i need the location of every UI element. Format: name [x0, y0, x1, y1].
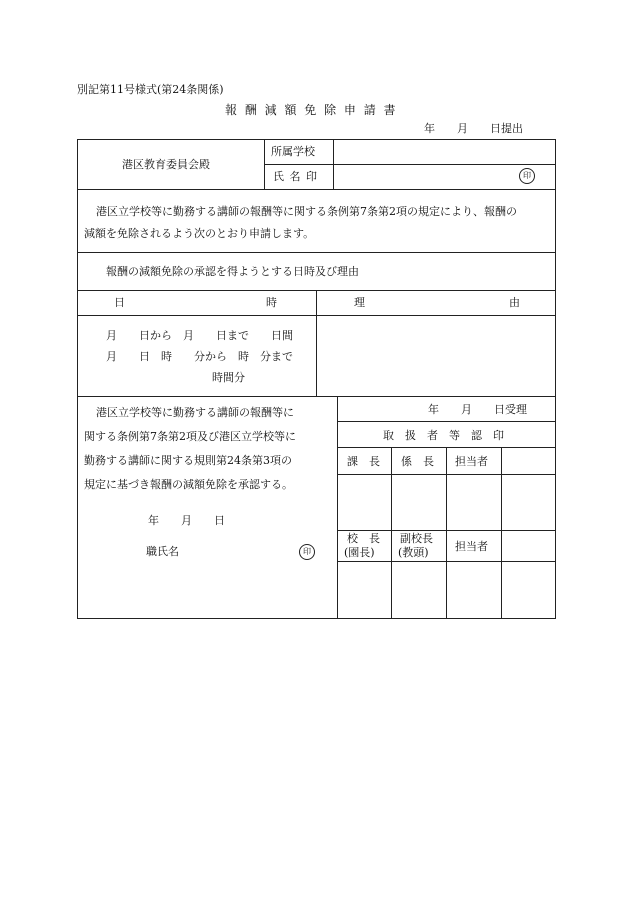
statement-line-1: 港区立学校等に勤務する講師の報酬等に関する条例第7条第2項の規定により、報酬の [96, 205, 517, 218]
receipt-divider [337, 421, 556, 422]
form-top-border [77, 139, 556, 140]
stamp-box-principal[interactable] [338, 562, 390, 617]
label-divider [333, 139, 334, 189]
datetime-line-1[interactable]: 月 日から 月 日まで 日間 [106, 329, 293, 342]
col-reason-label-2: 由 [509, 296, 520, 309]
approval-line-3: 勤務する講師に関する規則第24条第3項の [84, 454, 292, 467]
stamp-box-staff[interactable] [447, 475, 500, 529]
school-label: 所属学校 [271, 145, 315, 158]
official-name-label: 職氏名 [146, 545, 179, 558]
receipt-date[interactable]: 年 月 日受理 [428, 403, 527, 416]
role-principal: 校 長 [347, 532, 380, 545]
approval-line-1: 港区立学校等に勤務する講師の報酬等に [96, 406, 294, 419]
official-seal-icon: 印 [299, 544, 315, 560]
handling-heading: 取 扱 者 等 認 印 [383, 429, 504, 442]
addressee: 港区教育委員会殿 [122, 158, 210, 171]
seal-icon: 印 [519, 168, 535, 184]
form-number: 別記第11号様式(第24条関係) [77, 83, 224, 96]
stamp-box-section-chief[interactable] [338, 475, 390, 529]
datetime-bottom-border [77, 396, 556, 397]
stamp-box-vice-principal[interactable] [392, 562, 445, 617]
role-vice-principal: 副校長 [400, 532, 433, 545]
school-row-divider [264, 164, 556, 165]
role-chief: 係 長 [401, 455, 434, 468]
col-time-label: 時 [266, 296, 277, 309]
role-staff-2: 担当者 [455, 540, 488, 553]
datetime-reason-divider [316, 290, 317, 396]
section-heading: 報酬の減額免除の承認を得ようとする日時及び理由 [106, 265, 359, 278]
role-principal-sub: (園長) [344, 546, 375, 559]
statement-bottom-border [77, 252, 556, 253]
datetime-line-2[interactable]: 月 日 時 分から 時 分まで [106, 350, 293, 363]
submission-date[interactable]: 年 月 日提出 [424, 122, 523, 135]
addressee-divider [264, 139, 265, 189]
stamp-box-chief[interactable] [392, 475, 445, 529]
role-vice-principal-sub: (教頭) [398, 546, 429, 559]
datetime-line-3[interactable]: 時間分 [212, 371, 245, 384]
role-section-chief: 課 長 [347, 455, 380, 468]
reason-field[interactable] [322, 320, 550, 392]
approval-line-2: 関する条例第7条第2項及び港区立学校等に [84, 430, 296, 443]
approval-date[interactable]: 年 月 日 [148, 514, 225, 527]
col-reason-label: 理 [354, 296, 365, 309]
roles-col3-divider [501, 447, 502, 619]
form-bottom-border [77, 618, 556, 619]
name-label: 氏 名 印 [273, 170, 318, 183]
role-staff: 担当者 [455, 455, 488, 468]
page-title: 報 酬 減 額 免 除 申 請 書 [225, 103, 398, 117]
statement-line-2: 減額を免除されるよう次のとおり申請します。 [84, 227, 315, 240]
approval-line-4: 規定に基づき報酬の減額免除を承認する。 [84, 478, 293, 491]
col-day-label: 日 [114, 296, 125, 309]
stamp-box-staff-2[interactable] [447, 562, 500, 617]
form-right-border [555, 139, 556, 619]
header-bottom-border [77, 189, 556, 190]
form-left-border [77, 139, 78, 619]
